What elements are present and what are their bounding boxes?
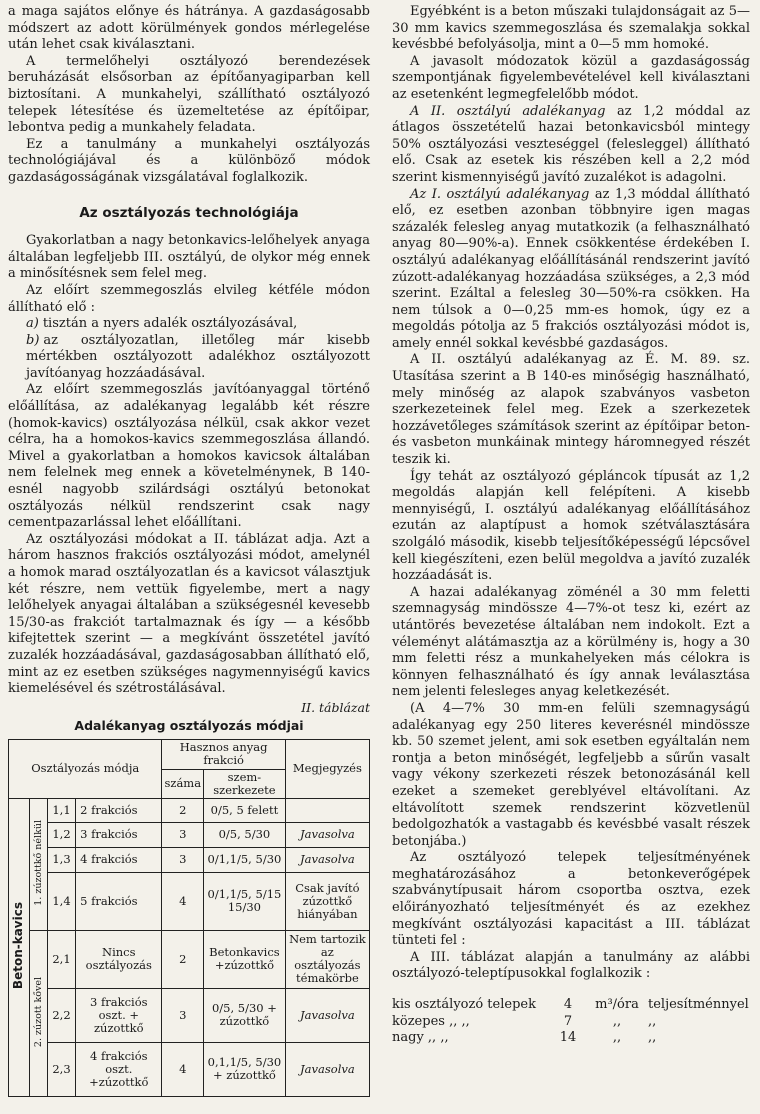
capacity-unit: m³/óra bbox=[595, 997, 639, 1013]
capacity-type: közepes ,, ,, bbox=[392, 1013, 470, 1029]
paragraph: A termelőhelyi osztályozó berendezések beruházását elsősorban az építőanyagiparban kell biztosítani. A munkahelyi, szállítható osztályozó telepek létesítése és üzemeltetése az építőipar, lebontva pedig a munkahely feladata. bbox=[8, 53, 370, 136]
table-label: II. táblázat bbox=[301, 699, 370, 715]
row-id: 1,3 bbox=[47, 847, 75, 872]
row-composition: 0/1,1/5, 5/15 15/30 bbox=[204, 872, 286, 930]
row-composition: 0/5, 5 felett bbox=[204, 798, 286, 822]
group-main-label: Beton-kavics bbox=[11, 902, 26, 990]
capacity-unit: ,, bbox=[612, 1030, 622, 1046]
capacity-suffix: teljesítménnyel bbox=[648, 997, 749, 1013]
header-composition: szem-szerkezete bbox=[204, 769, 286, 798]
table-row bbox=[9, 872, 370, 930]
row-count: 4 bbox=[162, 1042, 204, 1096]
capacity-list bbox=[392, 997, 750, 1047]
table-row bbox=[9, 988, 370, 1042]
paragraph: Gyakorlatban a nagy betonkavics-lelőhelyek anyaga általában legfeljebb III. osztályú, de olykor még ennek a minősítésnek sem felel meg. bbox=[8, 233, 370, 282]
header-useful: Hasznos anyag frakció bbox=[162, 739, 285, 769]
paragraph bbox=[392, 104, 750, 187]
row-count: 3 bbox=[162, 988, 204, 1042]
list-item bbox=[8, 333, 370, 383]
paragraph: Az előírt szemmegoszlás javítóanyaggal történő előállítása, az adalékanyag legalább két részre (homok-kavics) osztályozása nélkül, csak akkor vezet célra, ha a homokos-kavics szemmegoszlása állandó. Mivel a gyakorlatban a homokos kavicsok általában nem felelnek meg ennek a követelménynek, B 140-esnél nagyobb szilárdsági osztályú betonokat osztályozás nélkül rendszerint csak nagy cementpazarlással lehet előállítani. bbox=[8, 382, 370, 531]
row-id: 1,2 bbox=[47, 822, 75, 847]
group-main-cell bbox=[9, 798, 30, 1096]
row-mode: 2 frakciós bbox=[76, 798, 162, 822]
row-note: Javasolva bbox=[285, 847, 369, 872]
row-composition: Betonkavics +zúzottkő bbox=[204, 930, 286, 988]
row-note: Javasolva bbox=[285, 988, 369, 1042]
left-column bbox=[8, 4, 370, 1097]
row-count: 4 bbox=[162, 872, 204, 930]
paragraph: Az előírt szemmegoszlás elvileg kétféle módon állítható elő : bbox=[8, 282, 370, 315]
row-note: Nem tartozik az osztályozás témakörbe bbox=[285, 930, 369, 988]
paragraph: Az osztályozási módokat a II. táblázat adja. Azt a három hasznos frakciós osztályozási módot, amelynél a homok marad osztályozatlan és a kavicsot választjuk két részre, nem vettük figyelembe, mert a nagy lelőhelyek anyagai általában a szükségesnél kevesebb 15/30-as frakciót tartalmaznak és így — a később kifejtettek szerint — a megkívánt összetétel javító zuzalék hozzáadásával, gazdaságosabban állítható elő, mint az ez esetben szükséges nagymennyiségű kavics kiemelésével és szétrostálásával. bbox=[8, 531, 370, 697]
capacity-row bbox=[392, 1030, 750, 1047]
row-composition: 0,1,1/5, 5/30 + zúzottkő bbox=[204, 1042, 286, 1096]
group1-label: 1. zúzottkő nélkül bbox=[32, 820, 44, 906]
paragraph: Egyébként is a beton műszaki tulajdonságait az 5—30 mm kavics szemmegoszlása és szemalakja sokkal kevésbbé befolyásolja, mint a 0—5 mm homoké. bbox=[392, 4, 750, 53]
group2-label: 2. zúzott kővel bbox=[32, 976, 44, 1047]
paragraph: Ez a tanulmány a munkahelyi osztályozás technológiájával és a különböző módok gazdaságosságának vizsgálatával foglalkozik. bbox=[8, 136, 370, 185]
paragraph: A hazai adalékanyag zöménél a 30 mm feletti szemnagyság mindössze 4—7%-ot tesz ki, ezért az utántörés bevezetése általában nem indokolt. Ezt a véleményt alátámasztja az a körülmény is, hogy a 30 mm feletti rész a munkahelyeken más célokra is könnyen felhasználható és így annak leválasztása nem jelenti felesleges anyag keletkezését. bbox=[392, 584, 750, 700]
header-count: száma bbox=[162, 769, 204, 798]
row-id: 2,3 bbox=[47, 1042, 75, 1096]
paragraph-text: az 1,3 móddal állítható elő, ez esetben azonban többnyire igen magas százalék felesleg anyag mutatkozik (a felhasználható anyag 80—90%-a). Ennek csökkentése érdekében I. osztályú adalékanyag előállításánál rendszerint javító zúzott-adalékanyag hozzáadása szükséges, a 2,3 mód szerint. Ezáltal a felesleg 30—50%-ra csökken. Ha nem túlsok a 0—0,25 mm-es homok, úgy ez a megoldás pótolja az 5 frakciós osztályozási módot is, amely ennél sokkal kevésbbé gazdaságos. bbox=[392, 186, 750, 351]
paragraph: A III. táblázat alapján a tanulmány az alábbi osztályozó-teleptípusokkal foglalkozik : bbox=[392, 949, 750, 982]
capacity-row bbox=[392, 997, 750, 1014]
row-mode: 5 frakciós bbox=[76, 872, 162, 930]
row-composition: 0/1,1/5, 5/30 bbox=[204, 847, 286, 872]
capacity-value: 7 bbox=[563, 1013, 573, 1029]
table-row bbox=[9, 822, 370, 847]
row-id: 2,2 bbox=[47, 988, 75, 1042]
paragraph: (A 4—7% 30 mm-en felüli szemnagyságú adalékanyag egy 250 literes keverésnél mindössze kb. 50 szemet jelent, ami sok esetben egyáltalán nem rontja a beton minőségét, legfeljebb a sűrűn vasalt vagy vékony szerkezeti részek betonozásánál kell ezeket a szemeket gereblyével eltávolítani. Az eltávolított szemek rendszerint közvetlenül bedolgozhatók a vastagabb és kevésbbé vasalt részek betonjába.) bbox=[392, 700, 750, 849]
capacity-suffix: ,, bbox=[648, 1013, 657, 1029]
group2-cell bbox=[29, 930, 47, 1096]
row-mode: Nincs osztályozás bbox=[76, 930, 162, 988]
header-note: Megjegyzés bbox=[285, 739, 369, 798]
row-note: Javasolva bbox=[285, 1042, 369, 1096]
classification-table bbox=[8, 739, 370, 1097]
table-row bbox=[9, 847, 370, 872]
header-mode: Osztályozás módja bbox=[9, 739, 162, 798]
table-row bbox=[9, 1042, 370, 1096]
list-marker: a) bbox=[26, 316, 39, 332]
capacity-suffix: ,, bbox=[648, 1030, 657, 1046]
capacity-type: kis osztályozó telepek bbox=[392, 997, 536, 1013]
row-mode: 3 frakciós bbox=[76, 822, 162, 847]
section-heading: Az osztályozás technológiája bbox=[79, 204, 299, 221]
list-text: tisztán a nyers adalék osztályozásával, bbox=[42, 316, 298, 332]
row-count: 2 bbox=[162, 798, 204, 822]
list-item bbox=[8, 316, 370, 333]
paragraph-text: az 1,2 móddal az átlagos összetételű hazai betonkavicsból mintegy 50% osztályozási veszteséggel (felesleggel) állítható elő. Csak az esetek kis részében kell a 2,2 mód szerint kismennyiségű javító zuzalékot is adagolni. bbox=[392, 103, 750, 185]
paragraph: A javasolt módozatok közül a gazdaságosság szempontjának figyelembevételével kell kiválasztani az esetenként legmegfelelőbb módot. bbox=[392, 53, 750, 102]
group1-cell bbox=[29, 798, 47, 930]
row-id: 2,1 bbox=[47, 930, 75, 988]
row-count: 3 bbox=[162, 847, 204, 872]
row-mode: 3 frakciós oszt. + zúzottkő bbox=[76, 988, 162, 1042]
row-composition: 0/5, 5/30 bbox=[204, 822, 286, 847]
capacity-type: nagy ,, ,, bbox=[392, 1030, 449, 1046]
capacity-value: 4 bbox=[563, 997, 573, 1013]
capacity-value: 14 bbox=[559, 1030, 577, 1046]
row-mode: 4 frakciós oszt. +zúzottkő bbox=[76, 1042, 162, 1096]
list-marker: b) bbox=[26, 332, 40, 348]
paragraph: A II. osztályú adalékanyag az É. M. 89. sz. Utasítása szerint a B 140-es minőségig használható, mely minőség az alapok szabványos vasbeton szerkezeteinek felel meg. Ezek a szerkezetek hozzávetőleges számítások szerint az építőipar beton- és vasbeton munkáinak mintegy háromnegyed részét teszik ki. bbox=[392, 352, 750, 468]
table-title: Adalékanyag osztályozás módjai bbox=[74, 718, 304, 734]
row-count: 2 bbox=[162, 930, 204, 988]
row-note: Javasolva bbox=[285, 822, 369, 847]
paragraph: Így tehát az osztályozó gépláncok típusát az 1,2 megoldás alapján kell felépíteni. A kisebb mennyiségű, I. osztályú adalékanyag előállításához ezután az alaptípust a homok szétválasztására szolgáló második, kisebb teljesítőképességű lépcsővel kell kiegészíteni, ezen belül megoldva a javító zuzalék hozzáadását is. bbox=[392, 468, 750, 584]
row-composition: 0/5, 5/30 + zúzottkő bbox=[204, 988, 286, 1042]
list-text: az osztályozatlan, illetőleg már kisebb mértékben osztályozott adalékhoz osztályozott javítóanyag hozzáadásával. bbox=[26, 332, 370, 381]
row-note bbox=[285, 798, 369, 822]
capacity-row bbox=[392, 1014, 750, 1031]
paragraph: a maga sajátos előnye és hátránya. A gazdaságosabb módszert az adott körülmények gondos mérlegelése után lehet csak kiválasztani. bbox=[8, 4, 370, 53]
table-row bbox=[9, 930, 370, 988]
right-column bbox=[392, 4, 750, 1047]
row-id: 1,4 bbox=[47, 872, 75, 930]
row-count: 3 bbox=[162, 822, 204, 847]
paragraph: Az osztályozó telepek teljesítményének meghatározásához a betonkeverőgépek szabványtípusait három csoportba osztva, ezek előirányozható teljesítményét és az ezekhez megkívánt osztályozási kapacitást a III. táblázat tünteti fel : bbox=[392, 850, 750, 949]
row-id: 1,1 bbox=[47, 798, 75, 822]
emphasis: Az I. osztályú adalékanyag bbox=[410, 186, 590, 202]
table-row bbox=[9, 798, 370, 822]
capacity-unit: ,, bbox=[612, 1013, 622, 1029]
row-mode: 4 frakciós bbox=[76, 847, 162, 872]
paragraph bbox=[392, 187, 750, 353]
row-note: Csak javító zúzottkő hiányában bbox=[285, 872, 369, 930]
emphasis: A II. osztályú adalékanyag bbox=[410, 103, 606, 119]
